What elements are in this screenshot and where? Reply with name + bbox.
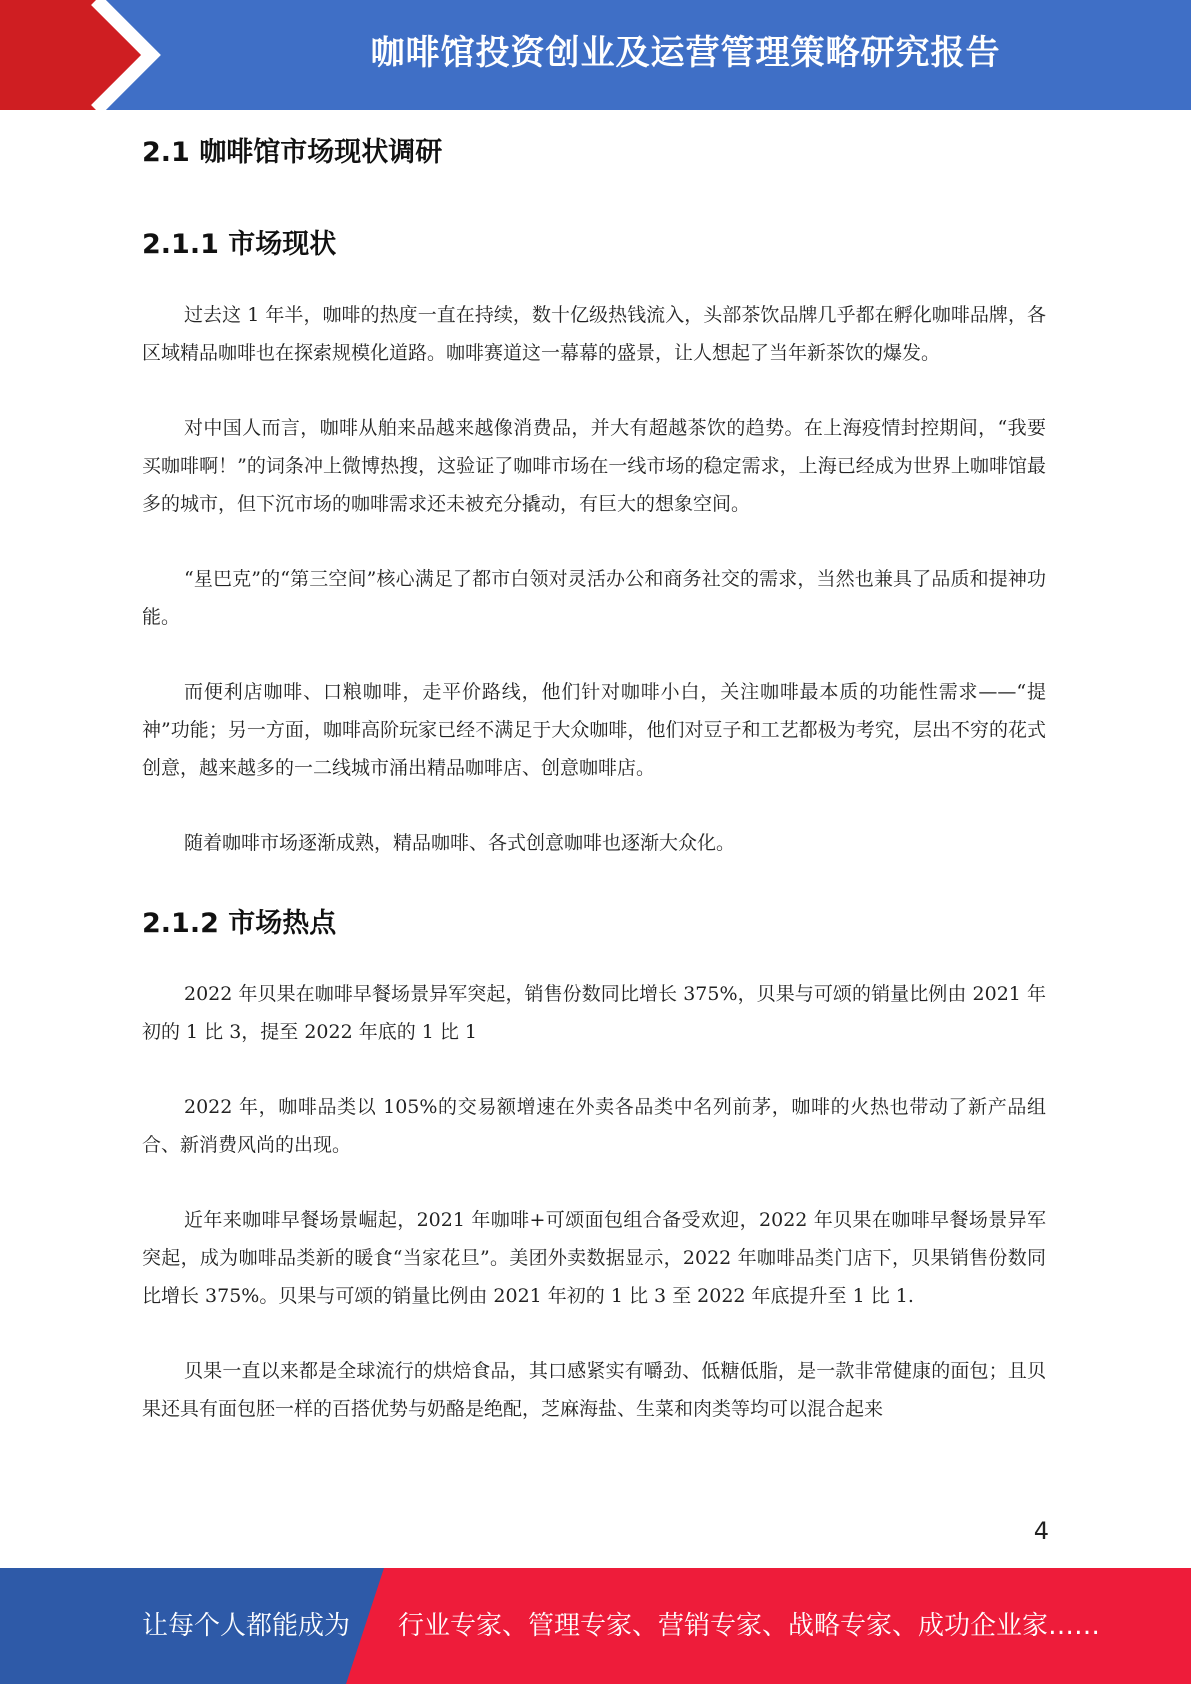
report-title: 咖啡馆投资创业及运营管理策略研究报告 bbox=[370, 33, 1001, 73]
paragraph: 对中国人而言，咖啡从舶来品越来越像消费品，并大有超越茶饮的趋势。在上海疫情封控期间，“我要买咖啡啊！”的词条冲上微博热搜，这验证了咖啡市场在一线市场的稳定需求，上海已经成为世界上咖啡馆最多的城市，但下沉市场的咖啡需求还未被充分撬动，有巨大的想象空间。 bbox=[142, 417, 1046, 515]
paragraph: 近年来咖啡早餐场景崛起，2021 年咖啡+可颂面包组合备受欢迎，2022 年贝果在咖啡早餐场景异军突起，成为咖啡品类新的暖食“当家花旦”。美团外卖数据显示，2022 年咖啡品类门店下，贝果销售份数同比增长 375%。贝果与可颂的销量比例由 2021 年初的 1 比 3 至 2022 年底提升至 1 比 1. bbox=[142, 1209, 1046, 1307]
paragraph: 2022 年贝果在咖啡早餐场景异军突起，销售份数同比增长 375%，贝果与可颂的销量比例由 2021 年初的 1 比 3，提至 2022 年底的 1 比 1 bbox=[142, 983, 1046, 1043]
paragraph: “星巴克”的“第三空间”核心满足了都市白领对灵活办公和商务社交的需求，当然也兼具了品质和提神功能。 bbox=[142, 568, 1046, 628]
paragraph: 贝果一直以来都是全球流行的烘焙食品，其口感紧实有嚼劲、低糖低脂，是一款非常健康的面包；且贝果还具有面包胚一样的百搭优势与奶酪是绝配，芝麻海盐、生菜和肉类等均可以混合起来 bbox=[142, 1360, 1046, 1420]
paragraph: 而便利店咖啡、口粮咖啡，走平价路线，他们针对咖啡小白，关注咖啡最本质的功能性需求——“提神”功能；另一方面，咖啡高阶玩家已经不满足于大众咖啡，他们对豆子和工艺都极为考究，层出不穷的花式创意，越来越多的一二线城市涌出精品咖啡店、创意咖啡店。 bbox=[142, 681, 1046, 779]
subsection-heading-market-status: 2.1.1 市场现状 bbox=[142, 229, 337, 260]
page-header bbox=[0, 0, 1191, 110]
footer-slogan-right: 行业专家、管理专家、营销专家、战略专家、成功企业家…… bbox=[398, 1611, 1101, 1641]
footer-slogan-left: 让每个人都能成为 bbox=[142, 1611, 351, 1641]
paragraph: 随着咖啡市场逐渐成熟，精品咖啡、各式创意咖啡也逐渐大众化。 bbox=[184, 832, 736, 854]
paragraph: 过去这 1 年半，咖啡的热度一直在持续，数十亿级热钱流入，头部茶饮品牌几乎都在孵化咖啡品牌，各区域精品咖啡也在探索规模化道路。咖啡赛道这一幕幕的盛景，让人想起了当年新茶饮的爆发。 bbox=[142, 304, 1046, 364]
page-footer bbox=[0, 1568, 1191, 1684]
paragraph: 2022 年，咖啡品类以 105%的交易额增速在外卖各品类中名列前茅，咖啡的火热也带动了新产品组合、新消费风尚的出现。 bbox=[142, 1096, 1046, 1156]
page-content bbox=[142, 128, 1046, 1465]
header-chevron-icon bbox=[0, 0, 180, 110]
subsection-heading-market-hotspots: 2.1.2 市场热点 bbox=[142, 908, 337, 939]
section-heading: 2.1 咖啡馆市场现状调研 bbox=[142, 137, 443, 168]
page-number: 4 bbox=[1033, 1517, 1049, 1545]
